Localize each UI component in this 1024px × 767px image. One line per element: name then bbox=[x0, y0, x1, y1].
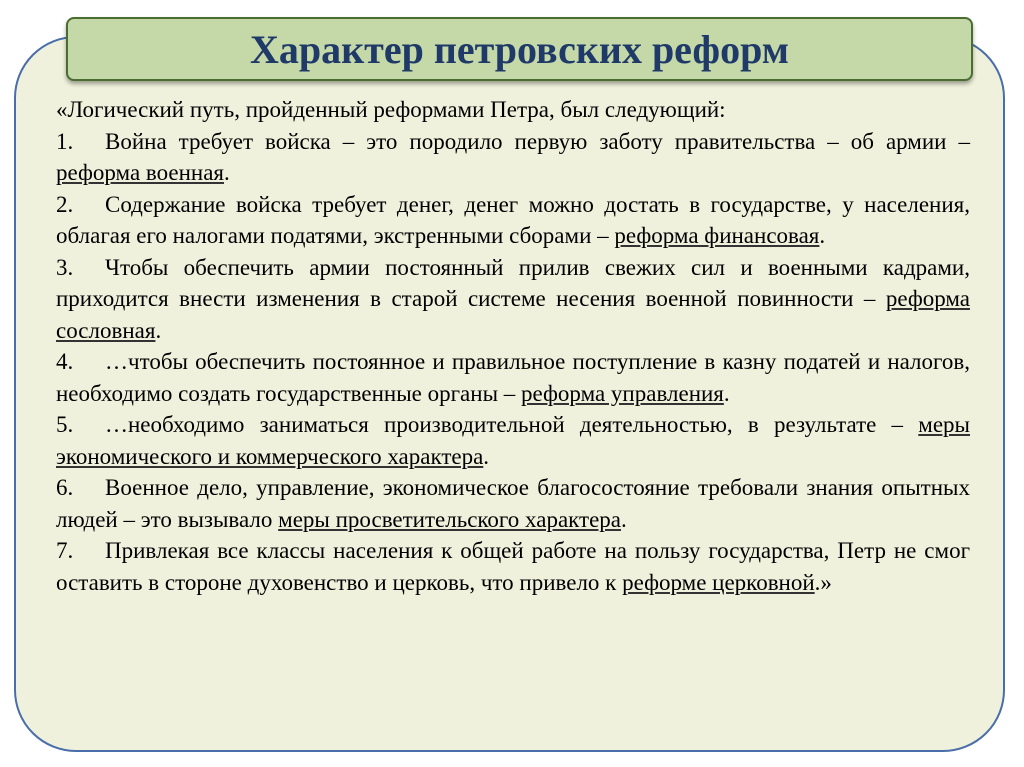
list-item bbox=[56, 472, 970, 535]
item-tail: . bbox=[819, 223, 826, 248]
item-underlined-term: реформе церковной bbox=[622, 569, 815, 595]
item-text: …необходимо заниматься производительной деятельностью, в результате – bbox=[105, 412, 919, 437]
item-number: 2. bbox=[56, 191, 74, 217]
item-text: Чтобы обеспечить армии постоянный прилив свежих сил и военными кадрами, приходится внести изменения в старой системе несения военной повинности – bbox=[56, 254, 970, 311]
item-number: 4. bbox=[56, 349, 74, 374]
list-item bbox=[56, 189, 970, 252]
intro-line: «Логический путь, пройденный реформами Петра, был следующий: bbox=[56, 97, 726, 122]
item-tail: . bbox=[483, 443, 490, 469]
slide-title: Характер петровских реформ bbox=[249, 26, 789, 72]
item-text: Военное дело, управление, экономическое благосостояние требовали знания опытных людей – это вызывало bbox=[56, 475, 970, 532]
item-number: 6. bbox=[56, 475, 74, 500]
item-number: 5. bbox=[56, 412, 74, 437]
item-tail: . bbox=[723, 380, 730, 406]
item-text: Содержание войска требует денег, денег можно достать в государстве, у населения, облагая его налогами податями, экстренными сборами – bbox=[56, 191, 970, 248]
item-tail: .» bbox=[814, 569, 832, 595]
item-number: 1. bbox=[56, 128, 74, 154]
title-banner bbox=[66, 17, 973, 81]
item-tail: . bbox=[621, 506, 627, 532]
list-item bbox=[56, 252, 970, 347]
list-item bbox=[56, 535, 970, 598]
item-text: Война требует войска – это породило первую заботу правительства – об армии – bbox=[105, 128, 970, 154]
item-underlined-term: меры просветительского характера bbox=[278, 506, 621, 532]
item-underlined-term: реформа сословная bbox=[56, 286, 970, 343]
item-text: Привлекая все классы населения к общей работе на пользу государства, Петр не смог оставить в стороне духовенство и церковь, что привело к bbox=[56, 538, 970, 595]
item-text: …чтобы обеспечить постоянное и правильное поступление в казну податей и налогов, необходимо создать государственные органы – bbox=[56, 349, 970, 406]
item-number: 7. bbox=[56, 538, 74, 563]
item-underlined-term: реформа управления bbox=[521, 380, 724, 406]
quote-body bbox=[56, 94, 970, 598]
item-underlined-term: реформа военная bbox=[56, 160, 224, 185]
item-underlined-term: меры экономического и коммерческого характера bbox=[56, 412, 970, 469]
list-item bbox=[56, 126, 970, 189]
item-number: 3. bbox=[56, 254, 74, 280]
list-item bbox=[56, 409, 970, 472]
list-item bbox=[56, 346, 970, 409]
item-tail: . bbox=[155, 317, 162, 343]
item-underlined-term: реформа финансовая bbox=[614, 223, 820, 248]
item-tail: . bbox=[224, 160, 230, 185]
